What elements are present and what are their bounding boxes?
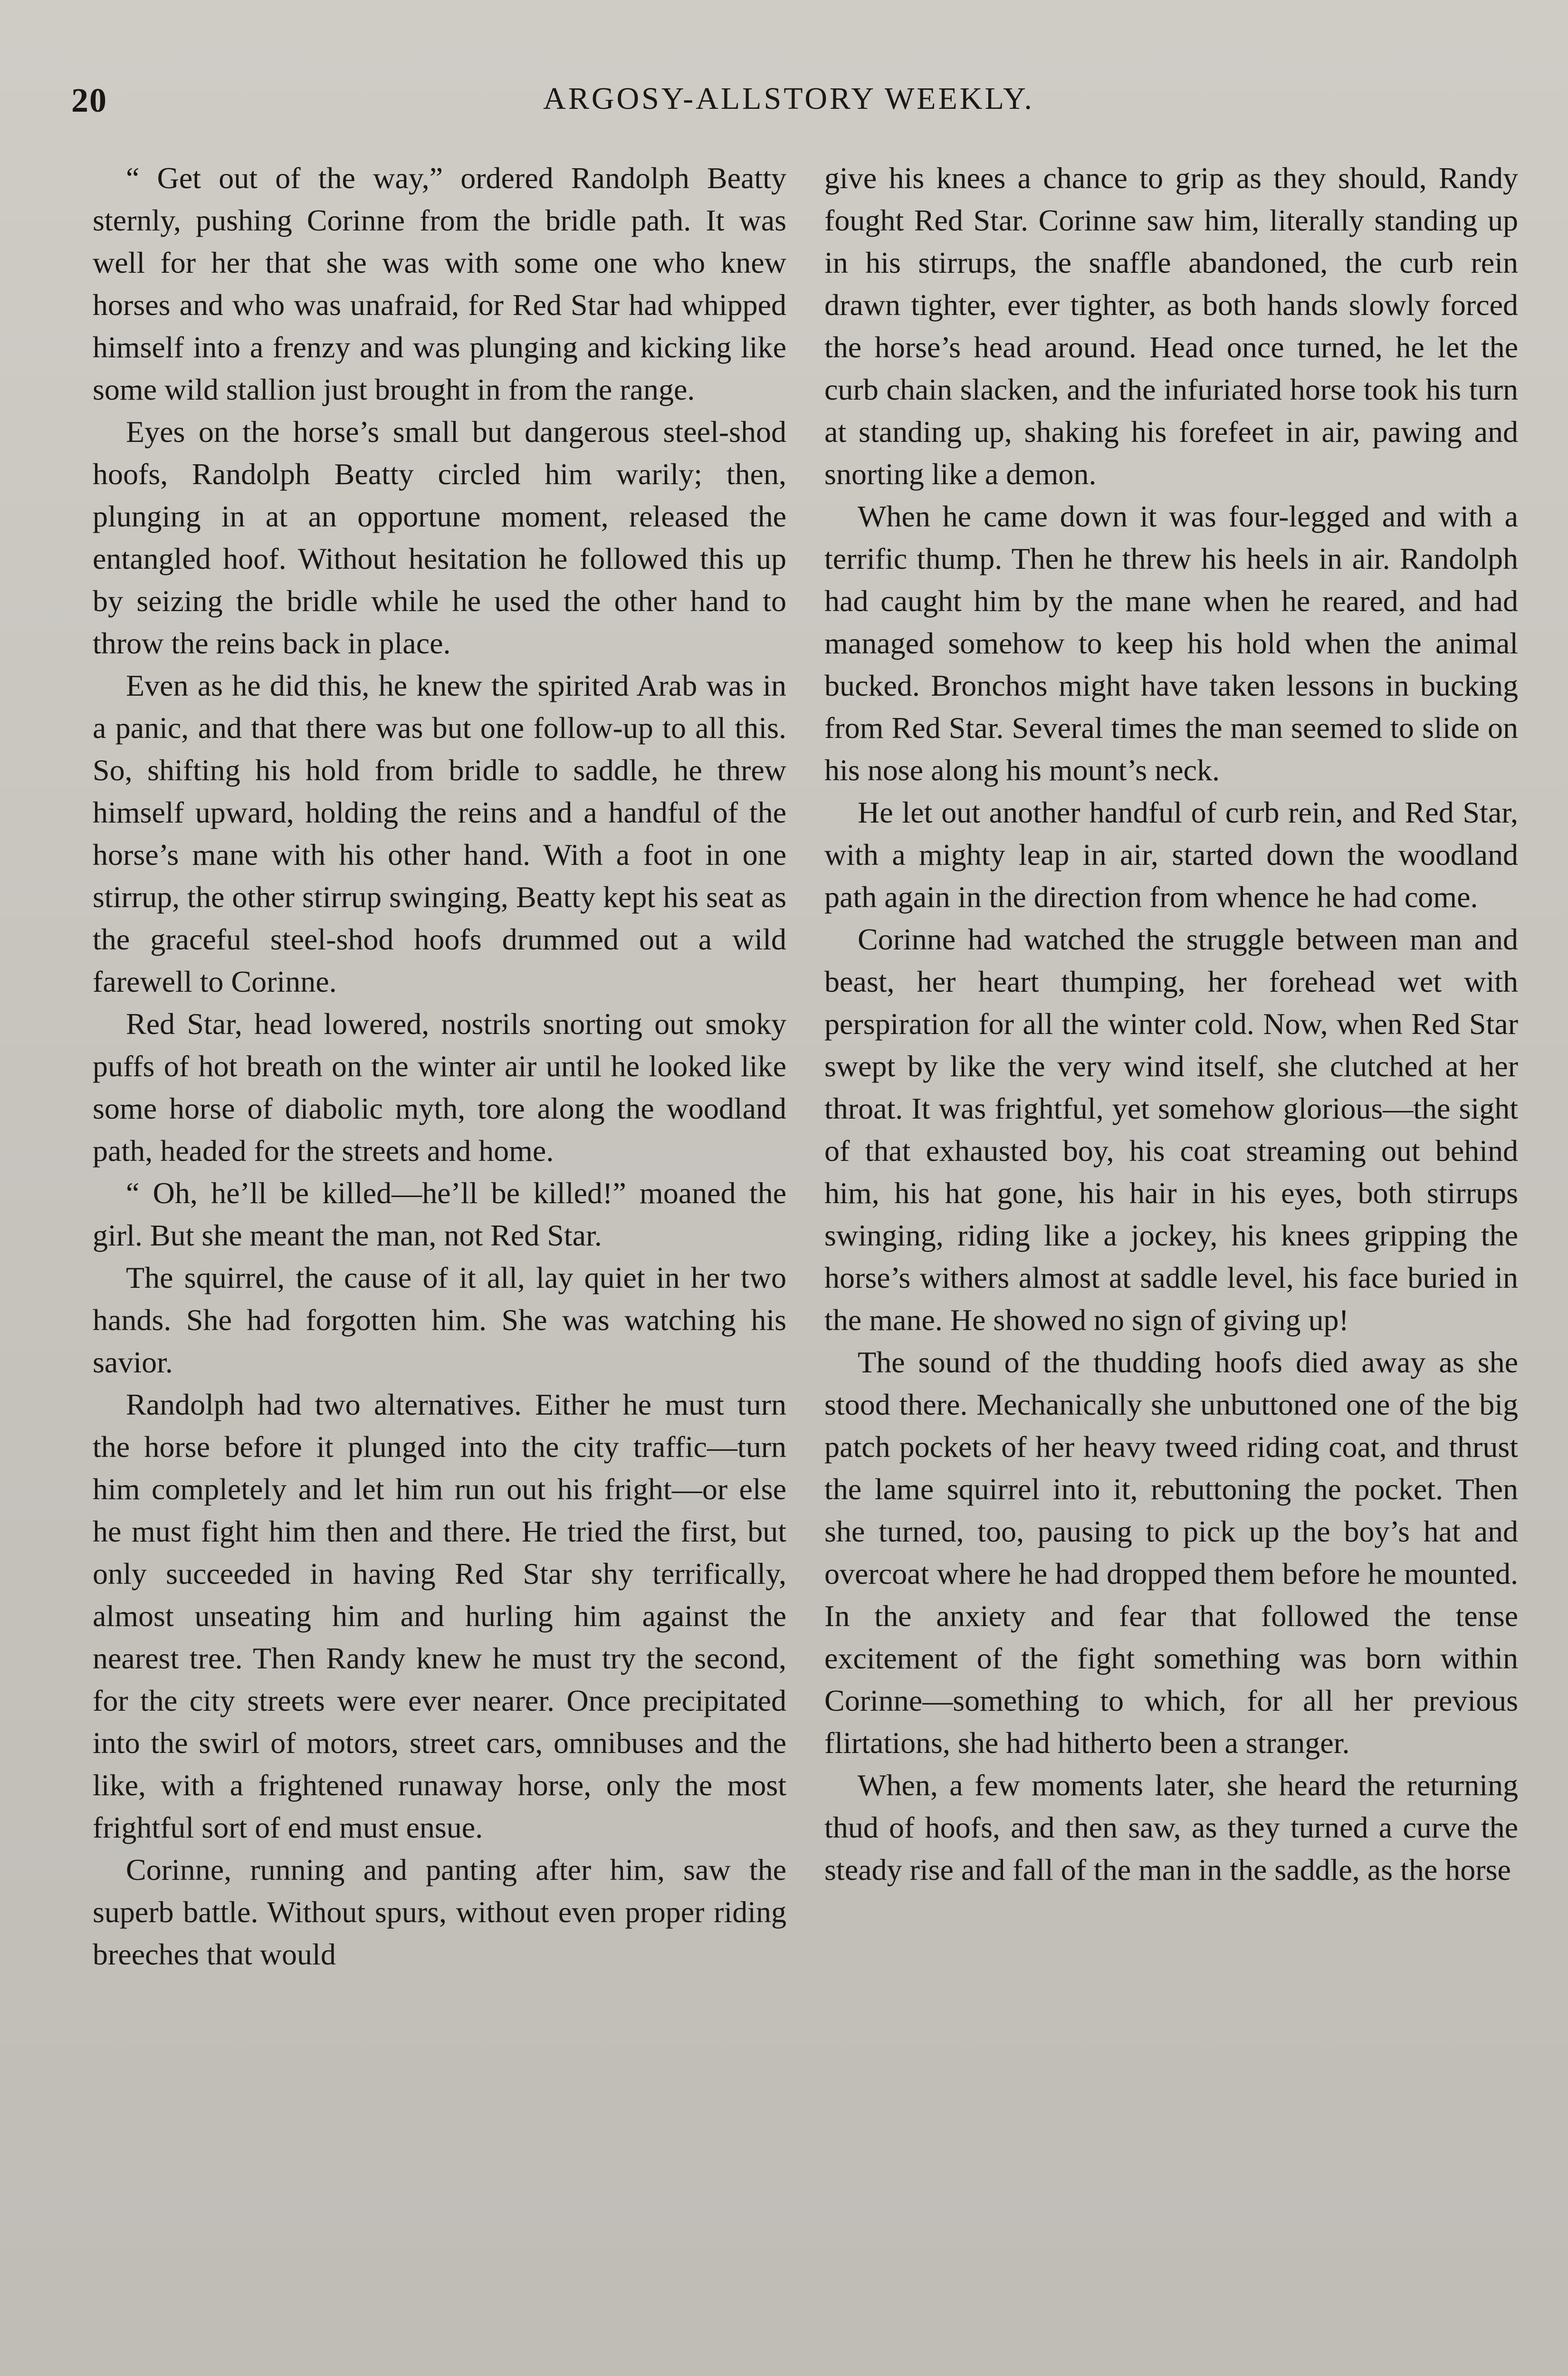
paragraph: Randolph had two alternatives. Either he must turn the horse before it plunged into the city traffic—turn him completely and let him run out his fright—or else he must fight him then and there. He tried the first, but only succeeded in having Red Star shy terrifically, almost unseating him and hurling him against the nearest tree. Then Randy knew he must try the second, for the city streets were ever nearer. Once precipitated into the swirl of motors, street cars, omnibuses and the like, with a frightened runaway horse, only the most frightful sort of end must ensue. xyxy=(93,1388,786,1844)
running-head: ARGOSY-ALLSTORY WEEKLY. xyxy=(543,81,1034,116)
paragraph: “ Get out of the way,” ordered Randolph Beatty sternly, pushing Corinne from the bridle path. It was well for her that she was with some one who knew horses and who was unafraid, for Red Star had whipped himself into a frenzy and was plunging and kicking like some wild stallion just brought in from the range. xyxy=(93,161,786,406)
left-column xyxy=(93,157,786,2376)
paragraph: The sound of the thudding hoofs died away as she stood there. Mechanically she unbuttoned one of the big patch pockets of her heavy tweed riding coat, and thrust the lame squirrel into it, rebuttoning the pocket. Then she turned, too, pausing to pick up the boy’s hat and overcoat where he had dropped them before he mounted. In the anxiety and fear that followed the tense excitement of the fight something was born within Corinne—something to which, for all her previous flirtations, she had hitherto been a stranger. xyxy=(824,1345,1518,1760)
paragraph: Even as he did this, he knew the spirited Arab was in a panic, and that there was but one follow-up to all this. So, shifting his hold from bridle to saddle, he threw himself upward, holding the reins and a handful of the horse’s mane with his other hand. With a foot in one stirrup, the other stirrup swinging, Beatty kept his seat as the graceful steel-shod hoofs drummed out a wild farewell to Corinne. xyxy=(93,669,786,998)
paragraph: Eyes on the horse’s small but dangerous steel-shod hoofs, Randolph Beatty circled him warily; then, plunging in at an opportune moment, released the entangled hoof. Without hesitation he followed this up by seizing the bridle while he used the other hand to throw the reins back in place. xyxy=(93,415,786,660)
paragraph: “ Oh, he’ll be killed—he’ll be killed!” moaned the girl. But she meant the man, not Red Star. xyxy=(93,1176,786,1252)
right-column xyxy=(824,157,1518,2376)
paragraph: Corinne, running and panting after him, saw the superb battle. Without spurs, without even proper riding breeches that would xyxy=(93,1853,786,1971)
text-columns xyxy=(93,157,1518,2376)
paragraph: When he came down it was four-legged and with a terrific thump. Then he threw his heels in air. Randolph had caught him by the mane when he reared, and had managed somehow to keep his hold when the animal bucked. Bronchos might have taken lessons in bucking from Red Star. Several times the man seemed to slide on his nose along his mount’s neck. xyxy=(824,499,1518,787)
paragraph: He let out another handful of curb rein, and Red Star, with a mighty leap in air, started down the woodland path again in the direction from whence he had come. xyxy=(824,795,1518,914)
paragraph: The squirrel, the cause of it all, lay quiet in her two hands. She had forgotten him. She was watching his savior. xyxy=(93,1261,786,1379)
paragraph: Red Star, head lowered, nostrils snorting out smoky puffs of hot breath on the winter air until he looked like some horse of diabolic myth, tore along the woodland path, headed for the streets and home. xyxy=(93,1007,786,1168)
paragraph-continued: give his knees a chance to grip as they should, Randy fought Red Star. Corinne saw him, literally standing up in his stirrups, the snaffle abandoned, the curb rein drawn tighter, ever tighter, as both hands slowly forced the horse’s head around. Head once turned, he let the curb chain slacken, and the infuriated horse took his turn at standing up, shaking his forefeet in air, pawing and snorting like a demon. xyxy=(824,161,1518,491)
page-header xyxy=(71,71,1506,128)
page-number: 20 xyxy=(71,81,107,119)
paragraph: When, a few moments later, she heard the returning thud of hoofs, and then saw, as they turned a curve the steady rise and fall of the man in the saddle, as the horse xyxy=(824,1768,1518,1887)
paragraph: Corinne had watched the struggle between man and beast, her heart thumping, her forehead wet with perspiration for all the winter cold. Now, when Red Star swept by like the very wind itself, she clutched at her throat. It was frightful, yet somehow glorious—the sight of that exhausted boy, his coat streaming out behind him, his hat gone, his hair in his eyes, both stirrups swinging, riding like a jockey, his knees gripping the horse’s withers almost at saddle level, his face buried in the mane. He showed no sign of giving up! xyxy=(824,922,1518,1337)
